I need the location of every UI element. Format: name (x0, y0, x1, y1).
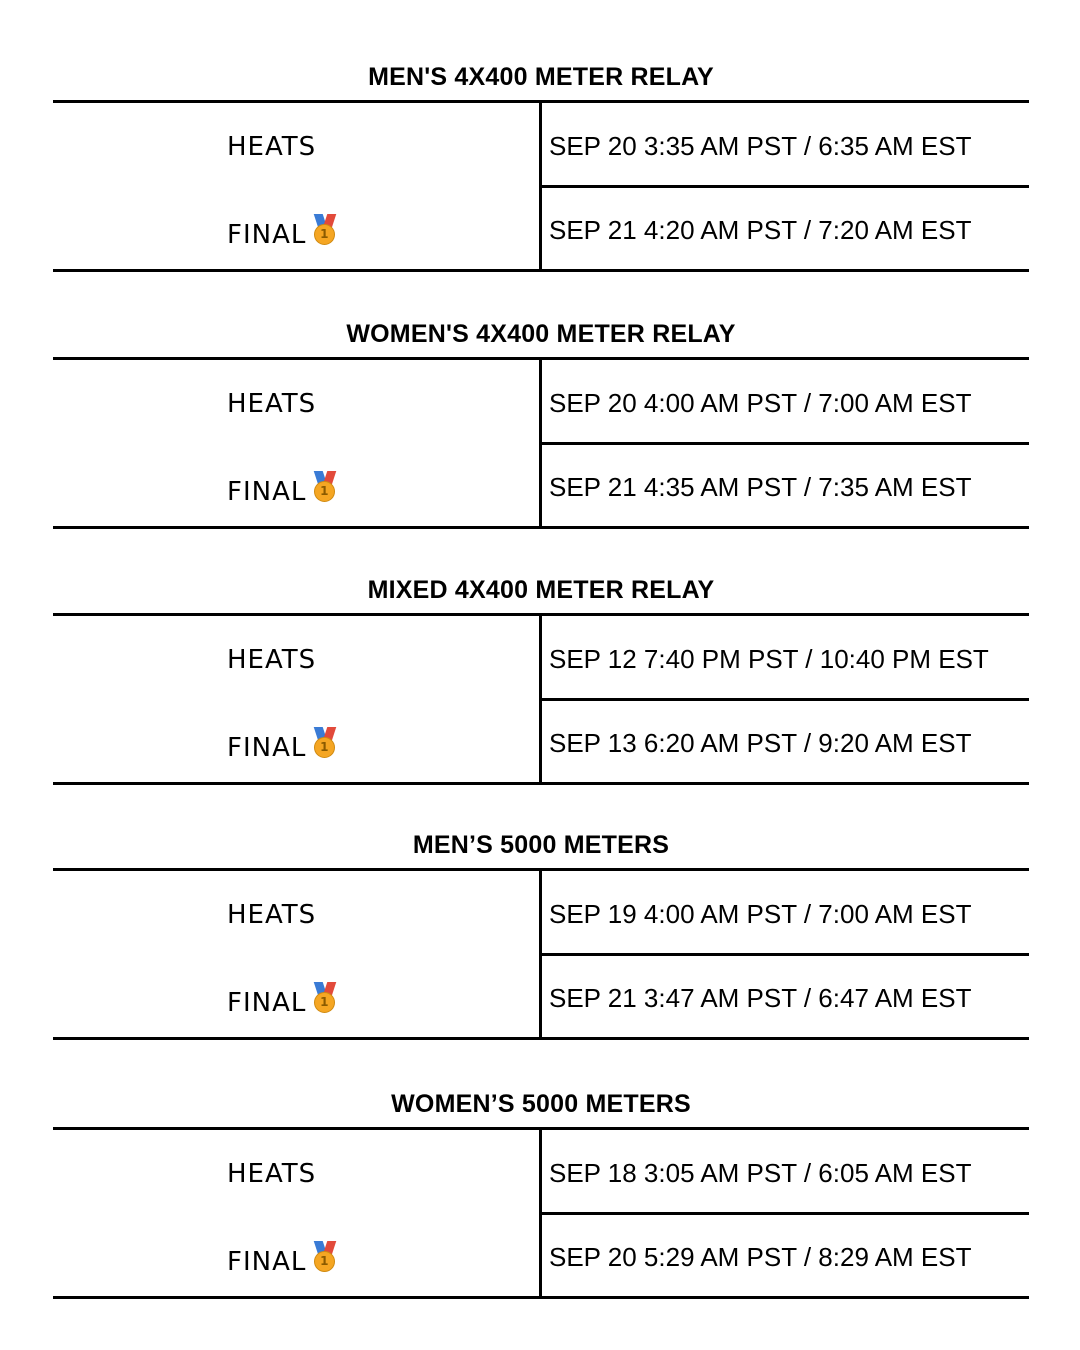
final-time: SEP 13 6:20 AM PST / 9:20 AM EST (549, 728, 972, 758)
event-section (53, 311, 1029, 529)
final-stage (227, 187, 338, 270)
gold-medal-icon (312, 1241, 338, 1273)
heats-row (53, 360, 1029, 443)
medal-number: 1 (314, 1251, 335, 1272)
heats-time: SEP 20 4:00 AM PST / 7:00 AM EST (549, 388, 972, 418)
heats-label: HEATS (227, 389, 317, 419)
final-label: FINAL (227, 220, 307, 250)
final-time: SEP 21 3:47 AM PST / 6:47 AM EST (549, 983, 972, 1013)
final-label: FINAL (227, 477, 307, 507)
final-row (53, 444, 1029, 527)
final-stage (227, 700, 338, 783)
event-section (53, 54, 1029, 272)
medal-number: 1 (314, 992, 335, 1013)
final-row (53, 700, 1029, 783)
heats-row (53, 871, 1029, 954)
heats-time: SEP 18 3:05 AM PST / 6:05 AM EST (549, 1158, 972, 1188)
heats-row (53, 103, 1029, 186)
medal-number: 1 (314, 481, 335, 502)
final-stage (227, 955, 338, 1038)
event-title: MIXED 4X400 METER RELAY (367, 576, 715, 604)
event-title: WOMEN'S 4X400 METER RELAY (346, 320, 736, 348)
schedule-table (53, 100, 1029, 272)
final-label: FINAL (227, 1247, 307, 1277)
medal-number: 1 (314, 737, 335, 758)
event-section (53, 1081, 1029, 1299)
event-title: WOMEN’S 5000 METERS (391, 1090, 691, 1118)
heats-row (53, 616, 1029, 699)
medal-number: 1 (314, 224, 335, 245)
heats-row (53, 1130, 1029, 1213)
event-title: MEN'S 4X400 METER RELAY (368, 63, 714, 91)
final-time: SEP 21 4:20 AM PST / 7:20 AM EST (549, 215, 972, 245)
schedule-table (53, 357, 1029, 529)
event-title: MEN’S 5000 METERS (412, 831, 670, 859)
heats-time: SEP 20 3:35 AM PST / 6:35 AM EST (549, 131, 972, 161)
final-row (53, 955, 1029, 1038)
final-stage (227, 444, 338, 527)
schedule-table (53, 1127, 1029, 1299)
final-label: FINAL (227, 988, 307, 1018)
gold-medal-icon (312, 727, 338, 759)
heats-time: SEP 19 4:00 AM PST / 7:00 AM EST (549, 899, 972, 929)
final-time: SEP 21 4:35 AM PST / 7:35 AM EST (549, 472, 972, 502)
event-section (53, 567, 1029, 785)
heats-label: HEATS (227, 1159, 317, 1189)
schedule-table (53, 868, 1029, 1040)
heats-time: SEP 12 7:40 PM PST / 10:40 PM EST (549, 644, 989, 674)
gold-medal-icon (312, 214, 338, 246)
final-row (53, 1214, 1029, 1297)
heats-label: HEATS (227, 900, 317, 930)
final-label: FINAL (227, 733, 307, 763)
schedule-table (53, 613, 1029, 785)
final-time: SEP 20 5:29 AM PST / 8:29 AM EST (549, 1242, 972, 1272)
final-stage (227, 1214, 338, 1297)
final-row (53, 187, 1029, 270)
gold-medal-icon (312, 471, 338, 503)
heats-label: HEATS (227, 645, 317, 675)
event-section (53, 822, 1029, 1040)
heats-label: HEATS (227, 132, 317, 162)
gold-medal-icon (312, 982, 338, 1014)
